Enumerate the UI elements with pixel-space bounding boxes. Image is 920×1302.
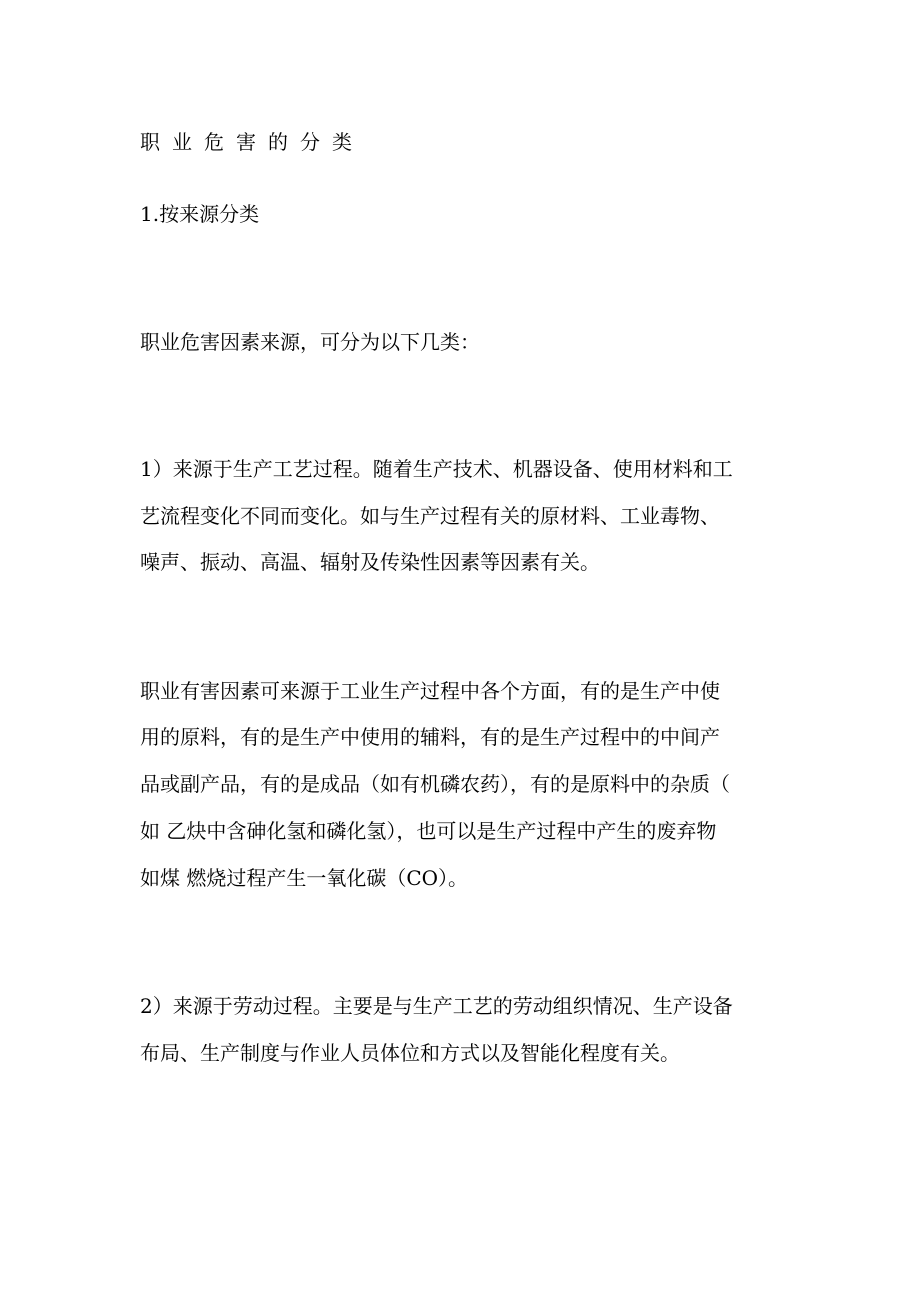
paragraph2-line: 品或副产品，有的是成品（如有机磷农药），有的是原料中的杂质（ xyxy=(140,772,730,796)
item2-line: 2）来源于劳动过程。主要是与生产工艺的劳动组织情况、生产设备 xyxy=(140,994,733,1018)
paragraph2-line: 如 乙炔中含砷化氢和磷化氢），也可以是生产过程中产生的废弃物 xyxy=(140,819,717,843)
intro-paragraph: 职业危害因素来源，可分为以下几类： xyxy=(140,330,480,354)
paragraph2-line: 用的原料，有的是生产中使用的辅料，有的是生产过程中的中间产 xyxy=(140,725,720,749)
item2-line: 布局、生产制度与作业人员体位和方式以及智能化程度有关。 xyxy=(140,1041,680,1065)
item1-line: 艺流程变化不同而变化。如与生产过程有关的原材料、工业毒物、 xyxy=(140,504,720,528)
document-title: 职业危害的分类 xyxy=(140,130,364,154)
section-heading: 1.按来源分类 xyxy=(140,202,260,226)
paragraph2-line: 如煤 燃烧过程产生一氧化碳（CO）。 xyxy=(140,866,469,890)
item1-line: 噪声、振动、高温、辐射及传染性因素等因素有关。 xyxy=(140,550,600,574)
item1-line: 1）来源于生产工艺过程。随着生产技术、机器设备、使用材料和工 xyxy=(140,457,733,481)
paragraph2-line: 职业有害因素可来源于工业生产过程中各个方面，有的是生产中使 xyxy=(140,679,720,703)
